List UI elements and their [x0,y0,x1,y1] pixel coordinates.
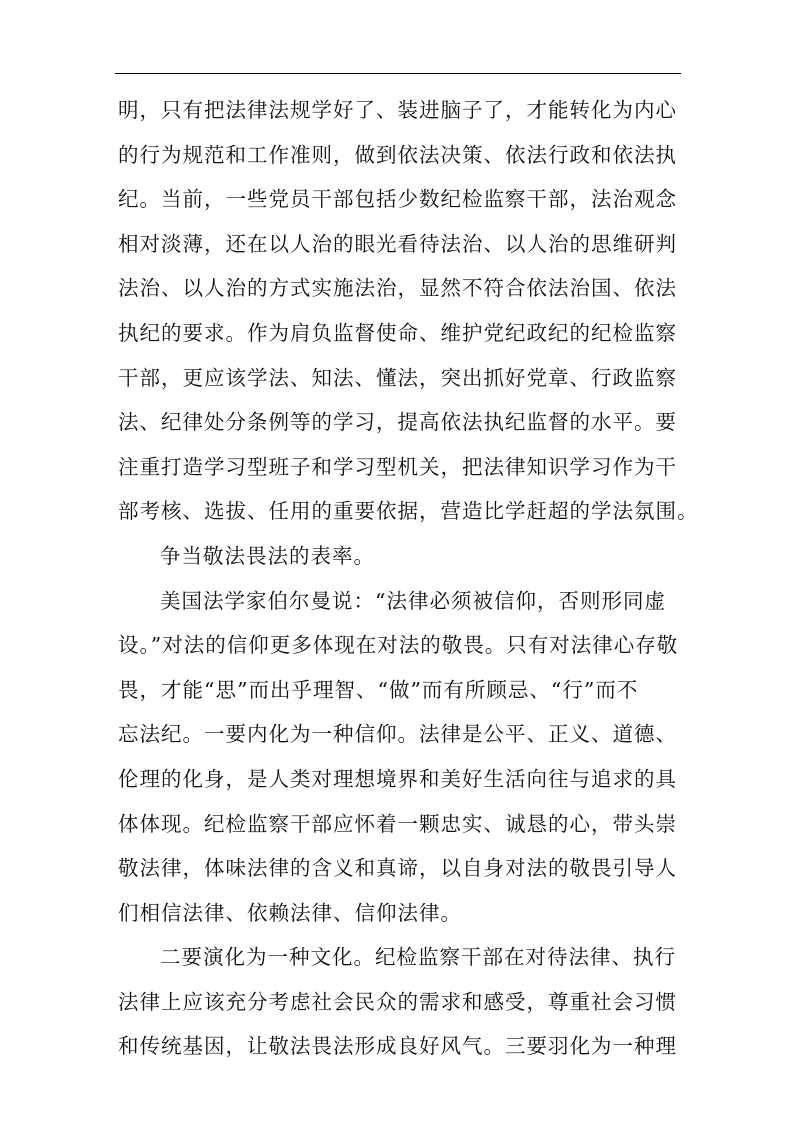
text-line: 们相信法律、依赖法律、信仰法律。 [118,900,462,925]
text-line: 争当敬法畏法的表率。 [160,543,375,568]
text-line: 法治、以人治的方式实施法治，显然不符合依法治国、依法 [118,276,677,301]
text-line: 纪。当前，一些党员干部包括少数纪检监察干部，法治观念 [118,187,677,212]
text-line: 二要演化为一种文化。纪检监察干部在对待法律、执行 [160,945,676,970]
text-line: 相对淡薄，还在以人治的眼光看待法治、以人治的思维研判 [118,231,677,256]
text-line: 干部，更应该学法、知法、懂法，突出抓好党章、行政监察 [118,365,677,390]
text-line: 伦理的化身，是人类对理想境界和美好生活向往与追求的具 [118,766,677,791]
text-line: 执纪的要求。作为肩负监督使命、维护党纪政纪的纪检监察 [118,320,677,345]
text-line: 的行为规范和工作准则，做到依法决策、依法行政和依法执 [118,142,677,167]
text-line: 设。”对法的信仰更多体现在对法的敬畏。只有对法律心存敬 [118,633,679,658]
text-line: 和传统基因，让敬法畏法形成良好风气。三要羽化为一种理 [118,1034,677,1059]
text-line: 畏，才能“思”而出乎理智、“做”而有所顾忌、“行”而不 [118,677,639,702]
text-line: 部考核、选拔、任用的重要依据，营造比学赶超的学法氛围。 [118,499,699,524]
text-line: 法、纪律处分条例等的学习，提高依法执纪监督的水平。要 [118,410,677,435]
text-line: 美国法学家伯尔曼说：“法律必须被信仰，否则形同虚 [160,588,666,613]
header-rule [115,73,681,74]
text-line: 体体现。纪检监察干部应怀着一颗忠实、诚恳的心，带头崇 [118,811,677,836]
text-line: 法律上应该充分考虑社会民众的需求和感受，尊重社会习惯 [118,989,677,1014]
text-line: 敬法律，体味法律的含义和真谛，以自身对法的敬畏引导人 [118,856,677,881]
text-line: 忘法纪。一要内化为一种信仰。法律是公平、正义、道德、 [118,722,677,747]
text-line: 明，只有把法律法规学好了、装进脑子了，才能转化为内心 [118,98,677,122]
document-body [118,88,699,1069]
text-line: 注重打造学习型班子和学习型机关，把法律知识学习作为干 [118,454,677,479]
